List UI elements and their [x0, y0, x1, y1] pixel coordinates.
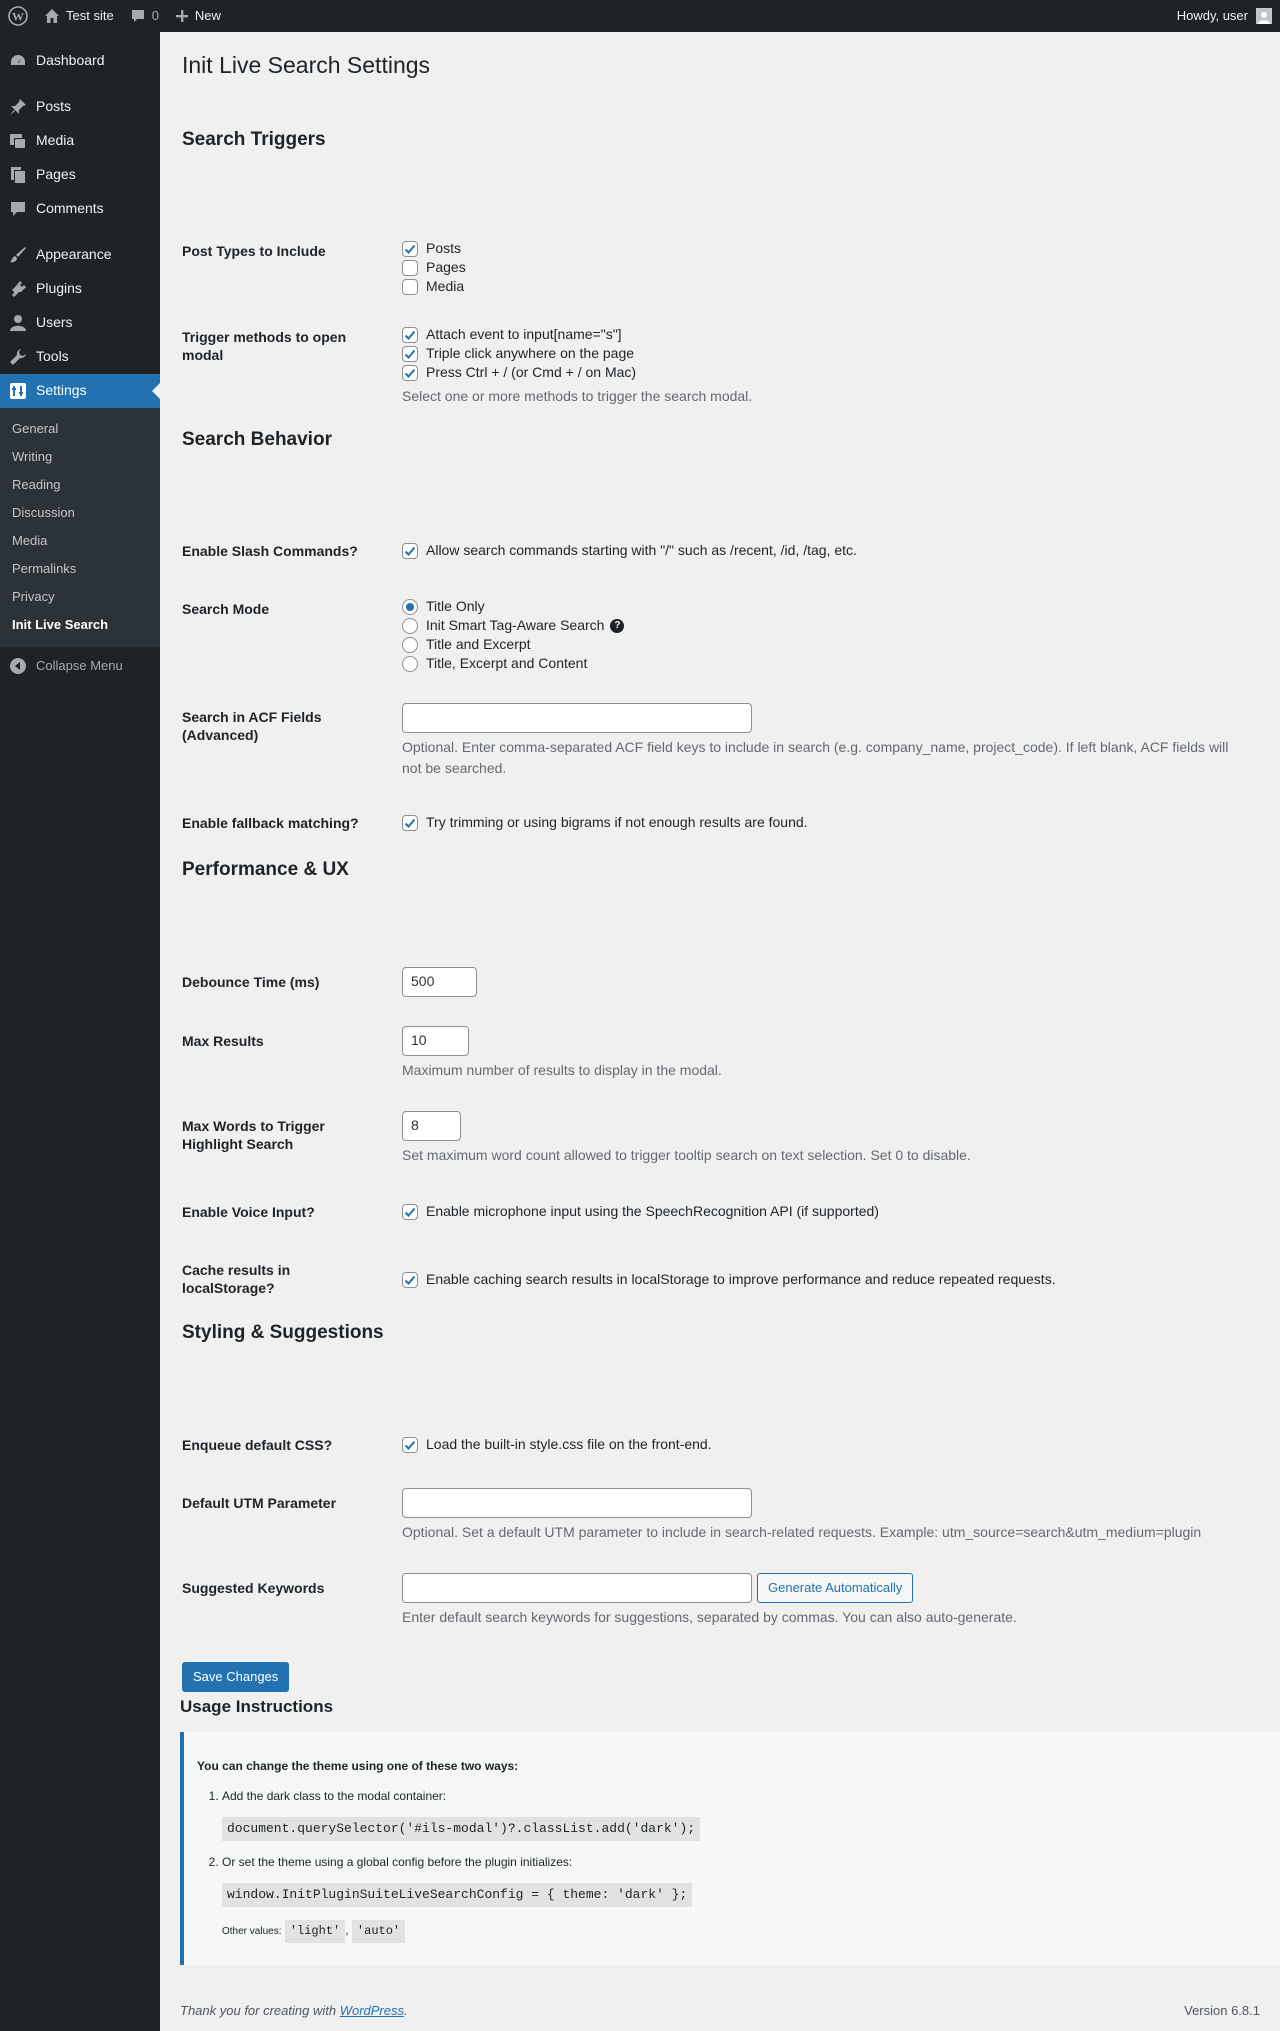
post-type-pages-checkbox[interactable]: Pages [402, 258, 1252, 277]
submenu-item-reading[interactable]: Reading [12, 476, 61, 492]
enqueue-css-label: Enqueue default CSS? [182, 1437, 333, 1453]
max-words-label: Max Words to Trigger Highlight Search [182, 1118, 325, 1152]
radio-button[interactable] [402, 656, 418, 672]
sidebar-item-appearance[interactable]: Appearance [0, 238, 160, 272]
version-text: Version 6.8.1 [1184, 2003, 1260, 2018]
debounce-input[interactable]: 500 [402, 967, 477, 997]
media-icon [8, 131, 28, 151]
dashboard-icon [8, 51, 28, 71]
checkbox-box[interactable] [402, 260, 418, 276]
acf-fields-description: Optional. Enter comma-separated ACF field keys to include in search (e.g. company_name, project_code). If left blank, ACF fields will not be searched. [402, 739, 1229, 776]
cache-checkbox[interactable]: Enable caching search results in localStorage to improve performance and reduce repeated requests. [402, 1270, 1252, 1289]
max-results-label: Max Results [182, 1033, 264, 1049]
comment-count: 0 [151, 7, 159, 23]
post-types-label: Post Types to Include [182, 243, 326, 259]
max-words-input[interactable]: 8 [402, 1111, 461, 1141]
user-icon [8, 313, 28, 333]
collapse-menu-button[interactable]: Collapse Menu [0, 649, 160, 683]
my-account-link[interactable]: Howdy, user [1169, 0, 1280, 32]
post-type-posts-checkbox[interactable]: Posts [402, 239, 1252, 258]
checkbox-box[interactable] [402, 1204, 418, 1220]
trigger-triple-click-checkbox[interactable]: Triple click anywhere on the page [402, 344, 1252, 363]
submenu-item-discussion[interactable]: Discussion [12, 504, 75, 520]
enqueue-css-checkbox[interactable]: Load the built-in style.css file on the front-end. [402, 1435, 1252, 1454]
sidebar-item-tools[interactable]: Tools [0, 340, 160, 374]
trigger-methods-label: Trigger methods to open modal [182, 329, 347, 363]
collapse-arrow-icon [10, 658, 26, 674]
save-changes-button[interactable]: Save Changes [182, 1662, 289, 1692]
cache-label: Cache results in localStorage? [182, 1262, 291, 1296]
acf-fields-label: Search in ACF Fields (Advanced) [182, 709, 322, 743]
mode-title-only-radio[interactable]: Title Only [402, 597, 1252, 616]
new-content-link[interactable]: New [167, 0, 229, 32]
code-snippet-1: document.querySelector('#ils-modal')?.classList.add('dark'); [222, 1817, 700, 1841]
svg-text:W: W [12, 9, 24, 24]
checkbox-box[interactable] [402, 327, 418, 343]
keywords-input[interactable] [402, 1573, 752, 1603]
other-values-label: Other values: [222, 1925, 282, 1937]
checkbox-box[interactable] [402, 1437, 418, 1453]
checkbox-box[interactable] [402, 346, 418, 362]
usage-steps [197, 1788, 1280, 1943]
checkbox-box[interactable] [402, 241, 418, 257]
plug-icon [8, 279, 28, 299]
mode-title-excerpt-content-radio[interactable]: Title, Excerpt and Content [402, 654, 1252, 673]
main-content [182, 32, 1280, 1684]
submenu-item-writing[interactable]: Writing [12, 448, 53, 464]
mode-smart-tag-radio[interactable]: Init Smart Tag-Aware Search ? [402, 616, 1252, 635]
sidebar-item-media[interactable]: Media [0, 124, 160, 158]
site-name-link[interactable]: Test site [36, 0, 122, 32]
debounce-label: Debounce Time (ms) [182, 974, 320, 990]
keywords-label: Suggested Keywords [182, 1580, 325, 1596]
settings-icon [8, 381, 28, 401]
wordpress-link[interactable]: WordPress [339, 2003, 404, 2018]
usage-intro: You can change the theme using one of these two ways: [197, 1759, 519, 1773]
sidebar-item-posts[interactable]: Posts [0, 90, 160, 124]
usage-title: Usage Instructions [180, 1697, 334, 1716]
checkbox-box[interactable] [402, 279, 418, 295]
comment-icon [8, 199, 28, 219]
admin-bar [0, 0, 1280, 32]
radio-button[interactable] [402, 637, 418, 653]
acf-fields-input[interactable] [402, 703, 752, 733]
voice-input-label: Enable Voice Input? [182, 1204, 315, 1220]
sidebar-item-plugins[interactable]: Plugins [0, 272, 160, 306]
section-title-performance: Performance & UX [182, 859, 349, 880]
comments-link[interactable] [122, 0, 167, 32]
usage-step-1: 1. Add the dark class to the modal container: document.querySelector('#ils-modal')?.classList.add('dark'); [222, 1788, 1280, 1841]
trigger-input-checkbox[interactable]: Attach event to input[name="s"] [402, 325, 1252, 344]
radio-button[interactable] [402, 618, 418, 634]
submenu-item-privacy[interactable]: Privacy [12, 588, 55, 604]
utm-input[interactable] [402, 1488, 752, 1518]
code-snippet-2: window.InitPluginSuiteLiveSearchConfig = { theme: 'dark' }; [222, 1883, 692, 1907]
submenu-item-media[interactable]: Media [12, 532, 48, 548]
utm-description: Optional. Set a default UTM parameter to include in search-related requests. Example: utm_source=search&utm_medium=plugin [402, 1524, 1202, 1540]
checkbox-box[interactable] [402, 815, 418, 831]
search-mode-label: Search Mode [182, 601, 270, 617]
settings-submenu [0, 408, 160, 647]
sidebar-item-users[interactable]: Users [0, 306, 160, 340]
wrench-icon [8, 347, 28, 367]
checkbox-box[interactable] [402, 365, 418, 381]
generate-keywords-button[interactable]: Generate Automatically [757, 1573, 913, 1603]
post-type-media-checkbox[interactable]: Media [402, 277, 1252, 296]
max-results-description: Maximum number of results to display in the modal. [402, 1062, 722, 1078]
voice-input-checkbox[interactable]: Enable microphone input using the SpeechRecognition API (if supported) [402, 1202, 1252, 1221]
section-title-triggers: Search Triggers [182, 129, 326, 150]
usage-notice [180, 1732, 1280, 1965]
submenu-item-permalinks[interactable]: Permalinks [12, 560, 77, 576]
help-icon[interactable]: ? [610, 619, 624, 633]
plus-icon [175, 9, 189, 23]
radio-button[interactable] [402, 599, 418, 615]
wordpress-logo-icon[interactable] [0, 0, 36, 32]
comment-bubble-icon [130, 8, 146, 24]
trigger-shortcut-checkbox[interactable]: Press Ctrl + / (or Cmd + / on Mac) [402, 363, 1252, 382]
submenu-item-general[interactable]: General [12, 420, 59, 436]
checkbox-box[interactable] [402, 543, 418, 559]
section-title-styling: Styling & Suggestions [182, 1322, 384, 1343]
mode-title-excerpt-radio[interactable]: Title and Excerpt [402, 635, 1252, 654]
keywords-description: Enter default search keywords for suggestions, separated by commas. You can also auto-generate. [402, 1609, 1017, 1625]
utm-label: Default UTM Parameter [182, 1495, 337, 1511]
trigger-methods-description: Select one or more methods to trigger the search modal. [402, 388, 753, 404]
code-auto: 'auto' [352, 1920, 405, 1943]
sidebar-item-settings[interactable]: Settings [0, 374, 160, 408]
sidebar-item-pages[interactable]: Pages [0, 158, 160, 192]
sidebar-item-dashboard[interactable]: Dashboard [0, 44, 160, 78]
pages-icon [8, 165, 28, 185]
admin-sidebar [0, 32, 160, 2031]
max-results-input[interactable]: 10 [402, 1026, 469, 1056]
avatar [1256, 8, 1272, 24]
code-light: 'light' [285, 1920, 345, 1943]
page-title: Init Live Search Settings [182, 52, 431, 78]
max-words-description: Set maximum word count allowed to trigger tooltip search on text selection. Set 0 to disable. [402, 1147, 971, 1163]
brush-icon [8, 245, 28, 265]
sidebar-item-comments[interactable]: Comments [0, 192, 160, 226]
slash-commands-checkbox[interactable]: Allow search commands starting with "/" such as /recent, /id, /tag, etc. [402, 541, 1252, 560]
usage-step-2: 2. Or set the theme using a global config before the plugin initializes: window.InitPluginSuiteLiveSearchConfig = { theme: 'dark' }; Other values: 'light' , 'auto' [222, 1854, 1280, 1943]
checkbox-box[interactable] [402, 1272, 418, 1288]
slash-commands-label: Enable Slash Commands? [182, 543, 358, 559]
home-icon [44, 8, 60, 24]
fallback-label: Enable fallback matching? [182, 815, 359, 831]
footer: Thank you for creating with WordPress. Version 6.8.1 [180, 2002, 1260, 2020]
submenu-item-init-live-search[interactable]: Init Live Search [12, 616, 109, 632]
section-title-behavior: Search Behavior [182, 429, 332, 450]
pin-icon [8, 97, 28, 117]
fallback-checkbox[interactable]: Try trimming or using bigrams if not enough results are found. [402, 813, 1252, 832]
